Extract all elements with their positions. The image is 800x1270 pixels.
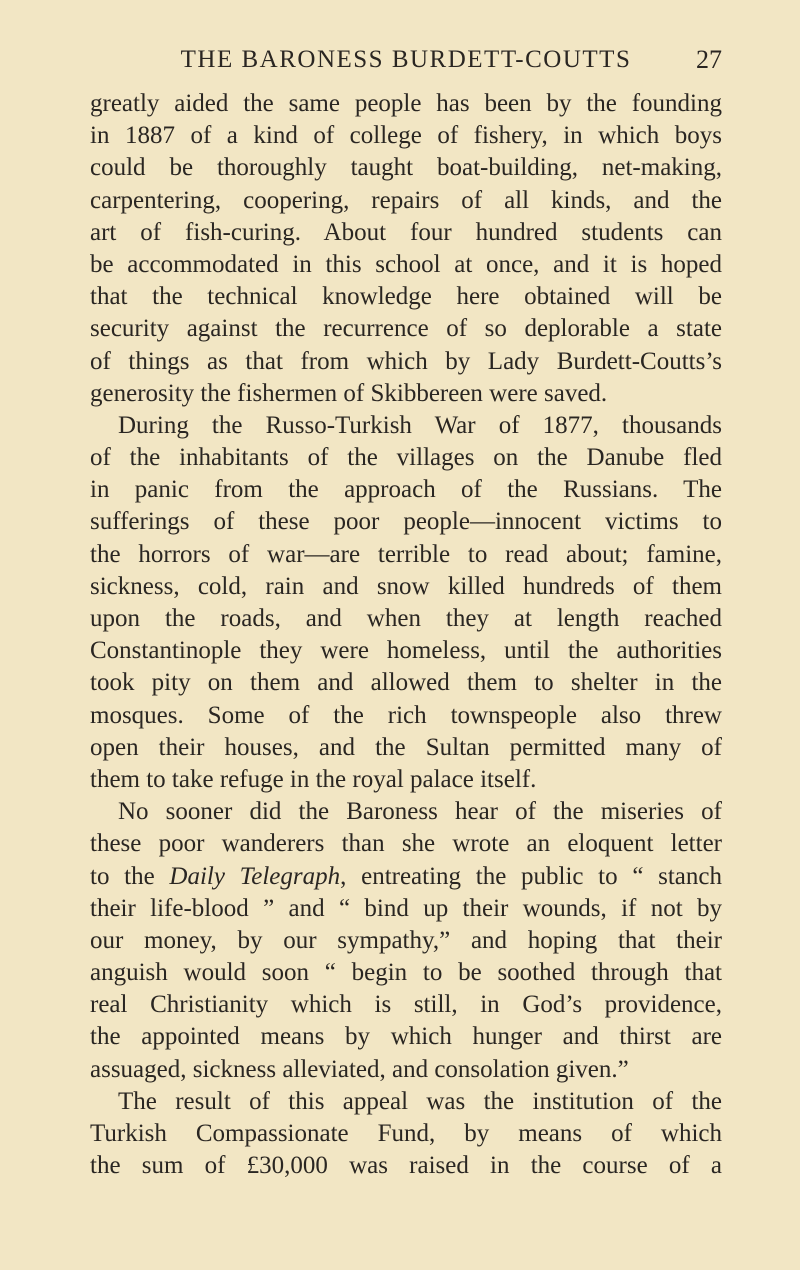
- text-segment: could be thoroughly taught boat-building, net-making,: [90, 154, 722, 182]
- text-line: [90, 185, 722, 217]
- text-line: [90, 796, 722, 828]
- text-line: [90, 571, 722, 603]
- text-segment: of things as that from which by Lady Burdett-Coutts’s: [90, 347, 722, 375]
- text-line: [90, 957, 722, 989]
- text-line: [90, 635, 722, 667]
- text-line: [90, 732, 722, 764]
- text-line: [90, 1150, 722, 1182]
- text-line: [90, 603, 722, 635]
- text-segment: real Christianity which is still, in God’s providence,: [90, 991, 722, 1019]
- text-line: [90, 120, 722, 152]
- running-head: THE BARONESS BURDETT-COUTTS: [180, 46, 632, 73]
- text-segment: their life-blood ” and “ bind up their wounds, if not by: [90, 894, 722, 922]
- text-line: [90, 1086, 722, 1118]
- text-line: [90, 281, 722, 313]
- text-line: [90, 1021, 722, 1053]
- text-line: [90, 667, 722, 699]
- text-line: [90, 313, 722, 345]
- text-segment: our money, by our sympathy,” and hoping that their: [90, 926, 722, 954]
- text-segment: to the: [90, 862, 170, 890]
- text-segment: in panic from the approach of the Russians. The: [90, 476, 722, 504]
- text-segment: sufferings of these poor people—innocent victims to: [90, 508, 722, 536]
- page-number: 27: [696, 45, 722, 74]
- text-segment: No sooner did the Baroness hear of the miseries of: [118, 798, 722, 826]
- text-segment: the appointed means by which hunger and thirst are: [90, 1023, 722, 1051]
- text-line: [90, 249, 722, 281]
- text-segment: assuaged, sickness alleviated, and consolation given.”: [90, 1055, 629, 1083]
- text-segment: The result of this appeal was the institution of the: [118, 1087, 722, 1115]
- text-segment: in 1887 of a kind of college of fishery, in which boys: [90, 122, 722, 150]
- text-line: [90, 539, 722, 571]
- text-line: [90, 506, 722, 538]
- text-segment: upon the roads, and when they at length reached: [90, 605, 722, 632]
- text-segment: generosity the fishermen of Skibbereen were saved.: [90, 379, 608, 407]
- text-segment: that the technical knowledge here obtained will be: [90, 283, 722, 311]
- text-segment: carpentering, coopering, repairs of all kinds, and the: [90, 186, 722, 214]
- text-segment: security against the recurrence of so deplorable a state: [90, 315, 722, 343]
- body-text: [90, 88, 722, 1182]
- text-segment: these poor wanderers than she wrote an eloquent letter: [90, 830, 722, 858]
- text-segment: be accommodated in this school at once, and it is hoped: [90, 250, 722, 278]
- page-header: [90, 42, 722, 78]
- text-line: [90, 442, 722, 474]
- text-segment: mosques. Some of the rich townspeople also threw: [90, 701, 722, 729]
- text-line: [90, 700, 722, 732]
- text-segment: the sum of £30,000 was raised in the course of a: [90, 1152, 722, 1180]
- text-segment: , entreating the public to “ stanch: [340, 862, 722, 890]
- text-line: [90, 410, 722, 442]
- text-segment: them to take refuge in the royal palace itself.: [90, 765, 537, 793]
- text-line: [90, 1054, 722, 1086]
- text-segment: greatly aided the same people has been by the founding: [90, 90, 722, 117]
- italic-segment: Daily Telegraph: [169, 862, 341, 890]
- text-line: [90, 989, 722, 1021]
- text-line: [90, 152, 722, 184]
- text-segment: Constantinople they were homeless, until the authorities: [90, 637, 722, 665]
- text-segment: of the inhabitants of the villages on the Danube fled: [90, 444, 722, 472]
- text-line: [90, 925, 722, 957]
- text-segment: sickness, cold, rain and snow killed hundreds of them: [90, 572, 722, 600]
- text-segment: anguish would soon “ begin to be soothed through that: [90, 959, 722, 987]
- text-line: [90, 346, 722, 378]
- text-line: [90, 861, 722, 893]
- text-line: [90, 217, 722, 249]
- text-segment: Turkish Compassionate Fund, by means of which: [90, 1120, 722, 1147]
- text-line: [90, 88, 722, 120]
- text-line: [90, 893, 722, 925]
- text-line: [90, 378, 722, 410]
- text-segment: open their houses, and the Sultan permitted many of: [90, 733, 722, 761]
- text-line: [90, 474, 722, 506]
- text-line: [90, 828, 722, 860]
- text-segment: took pity on them and allowed them to shelter in the: [90, 669, 722, 697]
- text-line: [90, 1118, 722, 1150]
- text-segment: art of fish-curing. About four hundred students can: [90, 218, 722, 246]
- text-segment: During the Russo-Turkish War of 1877, thousands: [118, 411, 722, 439]
- text-line: [90, 764, 722, 796]
- text-segment: the horrors of war—are terrible to read about; famine,: [90, 540, 722, 568]
